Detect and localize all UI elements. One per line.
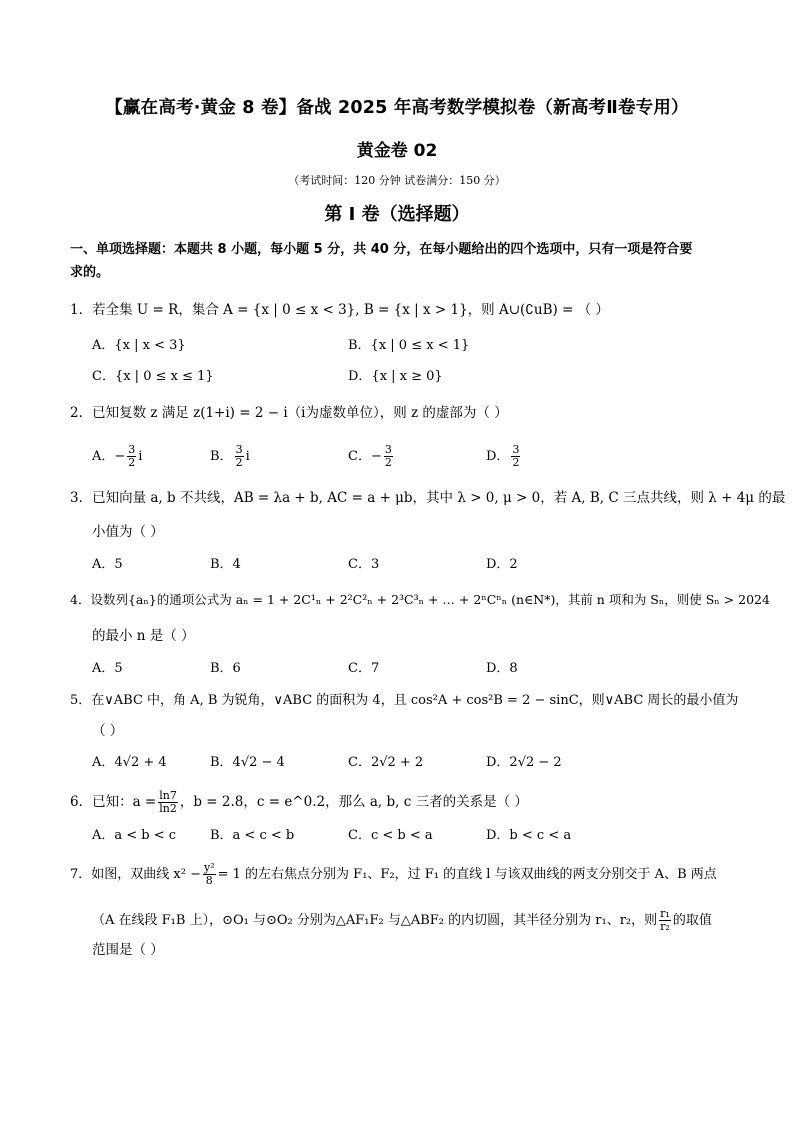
q4-stem-line1: 4．设数列{aₙ}的通项公式为 aₙ = 1 + 2C¹ₙ + 2²C²ₙ + 2³C³ₙ + … + 2ⁿCⁿₙ (n∈N*)，其前 n 项和为 Sₙ，则使 Sₙ > 2024 <box>70 592 770 607</box>
q7-numerator: y² <box>203 861 215 874</box>
q5-stem-line1: 5．在∨ABC 中，角 A, B 为锐角，∨ABC 的面积为 4，且 cos²A + cos²B = 2 − sinC，则∨ABC 周长的最小值为 <box>70 693 739 708</box>
q2-option-b-label: B． <box>210 449 233 464</box>
q2-c-denominator: 2 <box>384 456 392 469</box>
q2-option-c <box>348 444 395 469</box>
q7-ratio-fraction <box>659 908 671 933</box>
q3-option-c: C．3 <box>348 557 380 572</box>
q2-option-d-label: D． <box>486 449 510 464</box>
q2-option-a-label: A．− <box>92 449 126 464</box>
q3-option-d: D．2 <box>486 557 518 572</box>
q2-d-denominator: 2 <box>512 456 520 469</box>
q3-option-a: A．5 <box>92 557 123 572</box>
q7-stem-line1 <box>70 862 717 887</box>
q2-option-b <box>210 444 250 469</box>
q6-fraction <box>158 790 178 815</box>
q5-stem-line2: （ ） <box>92 723 124 739</box>
q6-option-a: A．a < b < c <box>92 828 177 843</box>
q1-option-c: C．{x | 0 ≤ x ≤ 1} <box>92 369 214 384</box>
q2-option-d <box>486 444 522 469</box>
q2-a-suffix: i <box>138 449 143 464</box>
q4-option-c: C．7 <box>348 661 380 676</box>
q1-stem: 1．若全集 U = R，集合 A = {x | 0 ≤ x < 3}, B = {x | x > 1}，则 A∪(∁uB) = （ ） <box>70 302 609 318</box>
section-instructions-line2: 求的。 <box>70 265 110 280</box>
q7-ratio-denominator: r₂ <box>660 920 670 933</box>
q7-fraction <box>203 862 216 887</box>
q7-stem2-a: （A 在线段 F₁B 上），⊙O₁ 与⊙O₂ 分别为△AF₁F₂ 与△ABF₂ 的内切圆，其半径分别为 r₁、r₂，则 <box>92 913 658 928</box>
q6-option-c: C．c < b < a <box>348 828 433 843</box>
q4-option-b: B．6 <box>210 661 241 676</box>
q7-stem2-b: 的取值 <box>672 913 712 928</box>
q2-c-numerator: 3 <box>384 443 392 456</box>
part-title: 第 I 卷（选择题） <box>324 204 470 225</box>
q2-stem: 2．已知复数 z 满足 z(1+i) = 2 − i（i为虚数单位），则 z 的虚部为（ ） <box>70 405 508 421</box>
q7-stem-b: = 1 的左右焦点分别为 F₁、F₂，过 F₁ 的直线 l 与该双曲线的两支分别交于 A、B 两点 <box>217 867 717 882</box>
q1-option-a: A．{x | x < 3} <box>92 338 186 353</box>
main-title: 【赢在高考·黄金 8 卷】备战 2025 年高考数学模拟卷（新高考Ⅱ卷专用） <box>105 98 689 118</box>
q7-denominator: 8 <box>205 874 213 887</box>
sub-title: 黄金卷 02 <box>356 141 438 161</box>
q6-option-b: B．a < c < b <box>210 828 295 843</box>
q5-option-c: C．2√2 + 2 <box>348 755 424 770</box>
q4-stem-line2: 的最小 n 是（ ） <box>92 628 195 644</box>
q7-stem-line3: 范围是（ ） <box>92 942 164 958</box>
q7-stem-a: 7．如图，双曲线 x² − <box>70 867 201 882</box>
q4-option-a: A．5 <box>92 661 123 676</box>
q2-option-b-fraction <box>235 444 244 469</box>
q2-a-numerator: 3 <box>128 443 136 456</box>
q1-option-d: D．{x | x ≥ 0} <box>348 369 443 384</box>
q2-a-denominator: 2 <box>128 456 136 469</box>
q6-stem <box>70 790 528 815</box>
q6-numerator: ln7 <box>159 789 177 802</box>
q2-option-c-fraction <box>384 444 393 469</box>
q6-option-d: D．b < c < a <box>486 828 572 843</box>
q7-ratio-numerator: r₁ <box>660 907 670 920</box>
q5-option-b: B．4√2 − 4 <box>210 755 285 770</box>
q2-b-numerator: 3 <box>235 443 243 456</box>
section-instructions-line1: 一、单项选择题：本题共 8 小题，每小题 5 分，共 40 分，在每小题给出的四个选项中，只有一项是符合要 <box>70 242 693 257</box>
q6-denominator: ln2 <box>159 802 177 815</box>
q2-option-c-label: C．− <box>348 449 382 464</box>
q2-option-d-fraction <box>511 444 520 469</box>
q7-stem-line2 <box>92 908 712 933</box>
q2-option-a <box>92 444 142 469</box>
q3-stem-line2: 小值为（ ） <box>92 524 164 540</box>
q6-stem-b: ，b = 2.8，c = e^0.2，那么 a, b, c 三者的关系是（ ） <box>179 794 528 810</box>
q2-b-denominator: 2 <box>235 456 243 469</box>
q6-stem-a: 6．已知：a = <box>70 794 157 810</box>
q5-option-d: D．2√2 − 2 <box>486 755 562 770</box>
q4-option-d: D．8 <box>486 661 518 676</box>
q3-option-b: B．4 <box>210 557 241 572</box>
q2-d-numerator: 3 <box>512 443 520 456</box>
q5-option-a: A．4√2 + 4 <box>92 755 167 770</box>
q1-option-b: B．{x | 0 ≤ x < 1} <box>348 338 470 353</box>
exam-info: （考试时间：120 分钟 试卷满分：150 分） <box>288 174 506 187</box>
q2-option-a-fraction <box>127 444 136 469</box>
q2-b-suffix: i <box>245 449 250 464</box>
q3-stem-line1: 3．已知向量 a, b 不共线，AB = λa + b, AC = a + μb，其中 λ > 0, μ > 0，若 A, B, C 三点共线，则 λ + 4μ 的最 <box>70 490 786 506</box>
